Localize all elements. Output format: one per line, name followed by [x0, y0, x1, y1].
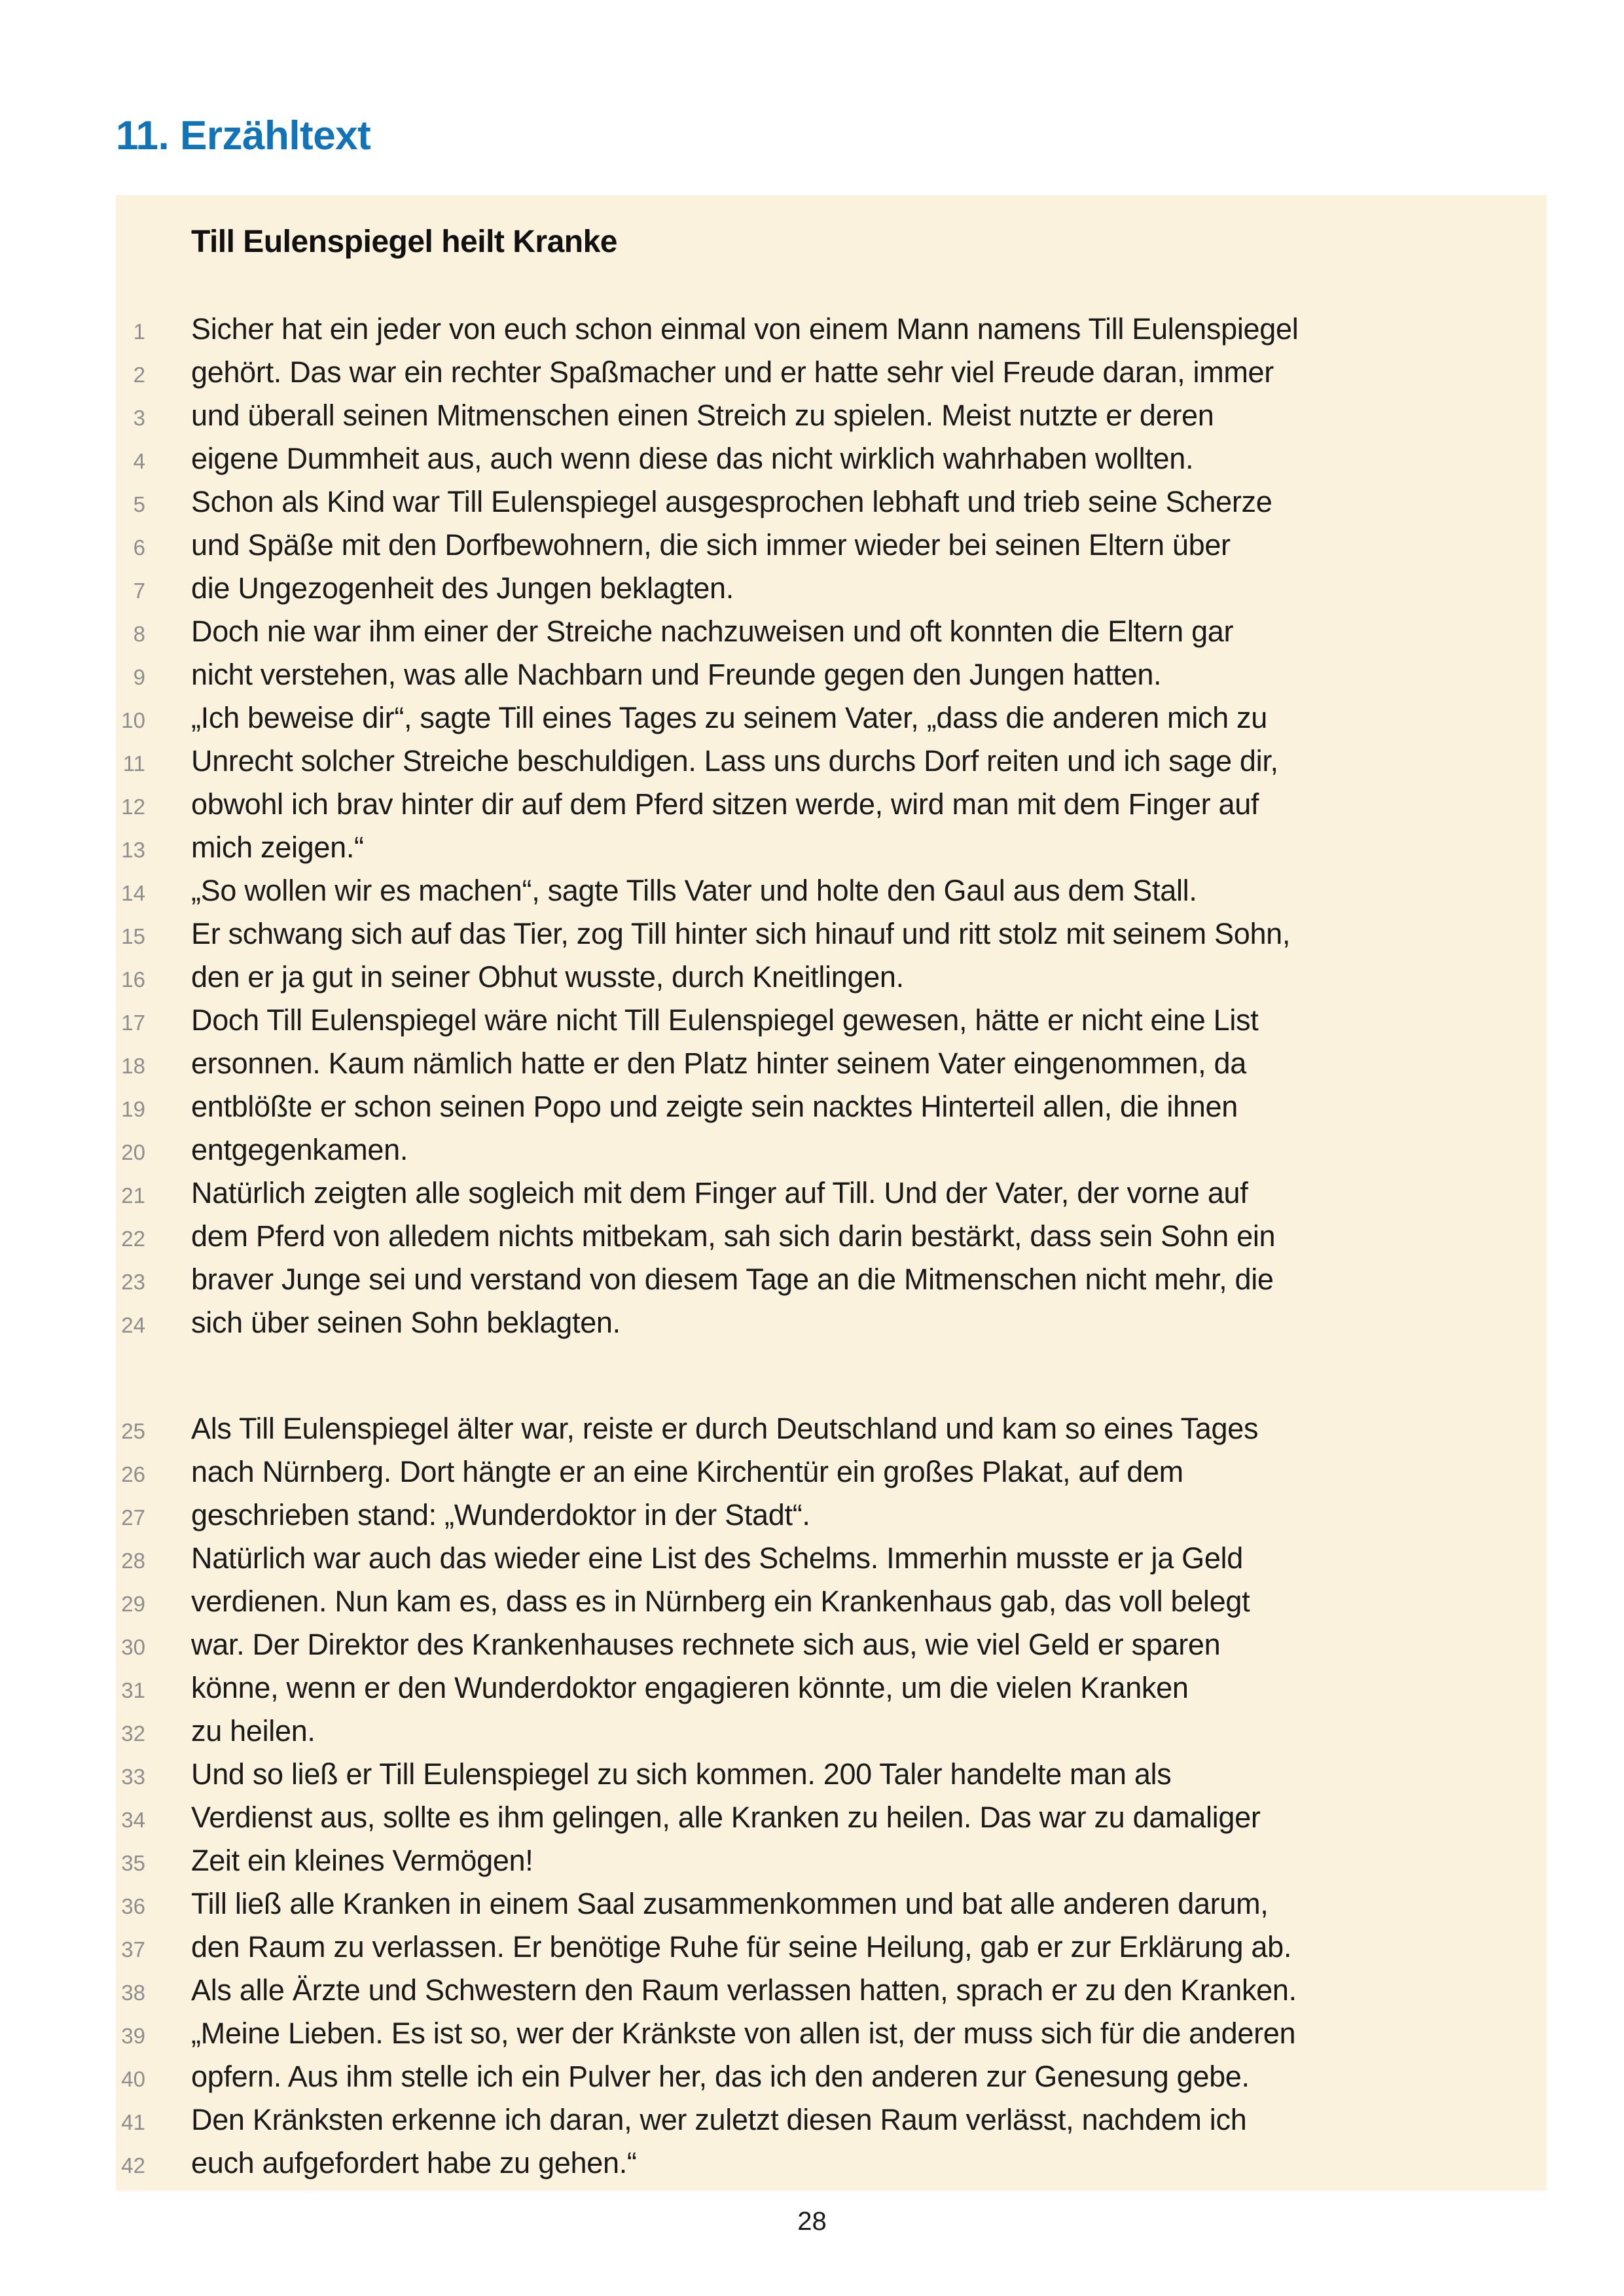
line-text: verdienen. Nun kam es, dass es in Nürnberg ein Krankenhaus gab, das voll belegt: [191, 1585, 1250, 1618]
text-line-row: [116, 826, 1547, 869]
line-number: 27: [121, 1505, 145, 1530]
line-number: 34: [121, 1808, 145, 1832]
line-text: opfern. Aus ihm stelle ich ein Pulver her, das ich den anderen zur Genesung gebe.: [191, 2060, 1250, 2093]
text-line-row: [116, 653, 1547, 696]
text-line-row: [116, 1407, 1547, 1450]
line-number: 37: [121, 1937, 145, 1962]
text-line-row: [116, 610, 1547, 653]
line-text: Natürlich war auch das wieder eine List des Schelms. Immerhin musste er ja Geld: [191, 1541, 1243, 1575]
line-text: eigene Dummheit aus, auch wenn diese das nicht wirklich wahrhaben wollten.: [191, 442, 1194, 475]
text-line-row: [116, 1172, 1547, 1215]
line-text: Schon als Kind war Till Eulenspiegel ausgesprochen lebhaft und trieb seine Scherze: [191, 485, 1272, 518]
text-line-row: [116, 308, 1547, 351]
line-text: Natürlich zeigten alle sogleich mit dem Finger auf Till. Und der Vater, der vorne auf: [191, 1176, 1248, 1210]
text-line-row: [116, 912, 1547, 956]
line-number: 31: [121, 1678, 145, 1702]
text-line-row: [116, 1450, 1547, 1494]
line-text: nach Nürnberg. Dort hängte er an eine Kirchentür ein großes Plakat, auf dem: [191, 1455, 1183, 1488]
line-text: könne, wenn er den Wunderdoktor engagieren könnte, um die vielen Kranken: [191, 1671, 1189, 1704]
text-line-row: [116, 869, 1547, 912]
line-number: 28: [121, 1549, 145, 1573]
line-text: Er schwang sich auf das Tier, zog Till hinter sich hinauf und ritt stolz mit seinem Sohn,: [191, 917, 1291, 950]
line-number: 42: [121, 2153, 145, 2178]
text-line-row: [116, 956, 1547, 999]
text-line-row: [116, 1537, 1547, 1580]
text-line-row: [116, 2098, 1547, 2142]
line-text: „Meine Lieben. Es ist so, wer der Kränkste von allen ist, der muss sich für die anderen: [191, 2017, 1296, 2050]
line-number: 38: [121, 1981, 145, 2005]
text-line-row: [116, 2142, 1547, 2185]
line-number: 13: [121, 838, 145, 862]
text-line-row: [116, 783, 1547, 826]
text-line-row: [116, 1839, 1547, 1882]
line-text: Sicher hat ein jeder von euch schon einmal von einem Mann namens Till Eulenspiegel: [191, 312, 1299, 346]
text-line-row: [116, 567, 1547, 610]
line-number: 9: [133, 665, 145, 689]
line-number: 1: [133, 319, 145, 344]
line-number: 22: [121, 1227, 145, 1251]
text-line-row: [116, 999, 1547, 1042]
line-text: den Raum zu verlassen. Er benötige Ruhe für seine Heilung, gab er zur Erklärung ab.: [191, 1930, 1292, 1964]
line-number: 5: [133, 492, 145, 516]
line-number: 14: [121, 881, 145, 905]
line-number: 39: [121, 2024, 145, 2048]
text-line-row: [116, 1494, 1547, 1537]
text-line-row: [116, 2055, 1547, 2098]
text-line-row: [116, 1710, 1547, 1753]
line-number: 8: [133, 622, 145, 646]
line-number: 12: [121, 795, 145, 819]
text-line-row: [116, 1580, 1547, 1623]
line-number: 21: [121, 1183, 145, 1208]
line-text: Als alle Ärzte und Schwestern den Raum verlassen hatten, sprach er zu den Kranken.: [191, 1973, 1297, 2007]
text-line-row: [116, 524, 1547, 567]
line-text: zu heilen.: [191, 1714, 316, 1748]
line-number: 11: [122, 751, 145, 776]
line-text: mich zeigen.“: [191, 831, 364, 864]
line-number: 35: [121, 1851, 145, 1875]
line-number: 33: [121, 1765, 145, 1789]
line-number: 15: [121, 924, 145, 948]
story-box: [116, 195, 1547, 2191]
line-number: 41: [121, 2110, 145, 2134]
line-text: Doch nie war ihm einer der Streiche nachzuweisen und oft konnten die Eltern gar: [191, 615, 1234, 648]
line-text: Zeit ein kleines Vermögen!: [191, 1844, 533, 1877]
text-line-row: [116, 1753, 1547, 1796]
text-line-row: [116, 1623, 1547, 1666]
line-number: 16: [121, 967, 145, 992]
text-line-row: [116, 1085, 1547, 1128]
line-text: obwohl ich brav hinter dir auf dem Pferd sitzen werde, wird man mit dem Finger auf: [191, 787, 1259, 821]
line-number: 17: [121, 1011, 145, 1035]
line-text: den er ja gut in seiner Obhut wusste, durch Kneitlingen.: [191, 960, 904, 994]
text-line-row: [116, 1258, 1547, 1301]
text-line-row: [116, 1215, 1547, 1258]
text-line-row: [116, 394, 1547, 437]
text-line-row: [116, 2012, 1547, 2055]
line-text: Und so ließ er Till Eulenspiegel zu sich kommen. 200 Taler handelte man als: [191, 1757, 1172, 1791]
line-text: Verdienst aus, sollte es ihm gelingen, alle Kranken zu heilen. Das war zu damaliger: [191, 1801, 1261, 1834]
line-number: 24: [121, 1313, 145, 1337]
text-line-row: [116, 740, 1547, 783]
text-line-row: [116, 1666, 1547, 1710]
line-number: 3: [133, 406, 145, 430]
line-text: ersonnen. Kaum nämlich hatte er den Platz hinter seinem Vater eingenommen, da: [191, 1047, 1246, 1080]
line-text: sich über seinen Sohn beklagten.: [191, 1306, 621, 1339]
line-number: 7: [133, 579, 145, 603]
text-line-row: [116, 351, 1547, 394]
line-text: geschrieben stand: „Wunderdoktor in der Stadt“.: [191, 1498, 810, 1532]
line-number: 26: [121, 1462, 145, 1486]
line-number: 20: [121, 1140, 145, 1164]
line-text: entgegenkamen.: [191, 1133, 408, 1166]
text-line-row: [116, 437, 1547, 480]
text-line-row: [116, 1128, 1547, 1172]
text-line-row: [116, 1796, 1547, 1839]
line-text: Doch Till Eulenspiegel wäre nicht Till Eulenspiegel gewesen, hätte er nicht eine List: [191, 1003, 1259, 1037]
line-text: Unrecht solcher Streiche beschuldigen. Lass uns durchs Dorf reiten und ich sage dir,: [191, 744, 1278, 778]
line-number: 18: [121, 1054, 145, 1078]
line-text: dem Pferd von alledem nichts mitbekam, sah sich darin bestärkt, dass sein Sohn ein: [191, 1219, 1276, 1253]
line-text: Als Till Eulenspiegel älter war, reiste er durch Deutschland und kam so eines Tages: [191, 1412, 1259, 1445]
text-line-row: [116, 1926, 1547, 1969]
page-number: 28: [797, 2207, 827, 2236]
line-number: 36: [121, 1894, 145, 1918]
line-number: 40: [121, 2067, 145, 2091]
line-text: Den Kränksten erkenne ich daran, wer zuletzt diesen Raum verlässt, nachdem ich: [191, 2103, 1247, 2136]
chapter-heading: 11. Erzähltext: [116, 113, 371, 158]
text-line-row: [116, 480, 1547, 524]
line-number: 2: [133, 363, 145, 387]
line-text: euch aufgefordert habe zu gehen.“: [191, 2146, 637, 2179]
text-line-row: [116, 1969, 1547, 2012]
line-text: und überall seinen Mitmenschen einen Streich zu spielen. Meist nutzte er deren: [191, 399, 1214, 432]
line-text: die Ungezogenheit des Jungen beklagten.: [191, 571, 734, 605]
text-line-row: [116, 1301, 1547, 1344]
line-number: 30: [121, 1635, 145, 1659]
line-number: 19: [121, 1097, 145, 1121]
line-text: Till ließ alle Kranken in einem Saal zusammenkommen und bat alle anderen darum,: [191, 1887, 1269, 1920]
line-text: nicht verstehen, was alle Nachbarn und Freunde gegen den Jungen hatten.: [191, 658, 1162, 691]
line-text: und Späße mit den Dorfbewohnern, die sich immer wieder bei seinen Eltern über: [191, 528, 1231, 562]
line-number: 32: [121, 1721, 145, 1746]
text-line-row: [116, 1882, 1547, 1926]
line-number: 10: [121, 708, 145, 732]
text-line-row: [116, 696, 1547, 740]
line-text: „So wollen wir es machen“, sagte Tills Vater und holte den Gaul aus dem Stall.: [191, 874, 1197, 907]
line-text: „Ich beweise dir“, sagte Till eines Tages zu seinem Vater, „dass die anderen mich zu: [191, 701, 1267, 734]
line-text: war. Der Direktor des Krankenhauses rechnete sich aus, wie viel Geld er sparen: [191, 1628, 1221, 1661]
line-text: entblößte er schon seinen Popo und zeigte sein nacktes Hinterteil allen, die ihnen: [191, 1090, 1238, 1123]
line-text: braver Junge sei und verstand von diesem Tage an die Mitmenschen nicht mehr, die: [191, 1263, 1274, 1296]
line-number: 23: [121, 1270, 145, 1294]
line-number: 4: [133, 449, 145, 473]
line-number: 25: [121, 1419, 145, 1443]
story-lines: [116, 308, 1547, 2185]
line-text: gehört. Das war ein rechter Spaßmacher und er hatte sehr viel Freude daran, immer: [191, 355, 1274, 389]
line-number: 6: [133, 535, 145, 560]
text-line-row: [116, 1042, 1547, 1085]
story-title: Till Eulenspiegel heilt Kranke: [191, 224, 617, 259]
line-number: 29: [121, 1592, 145, 1616]
